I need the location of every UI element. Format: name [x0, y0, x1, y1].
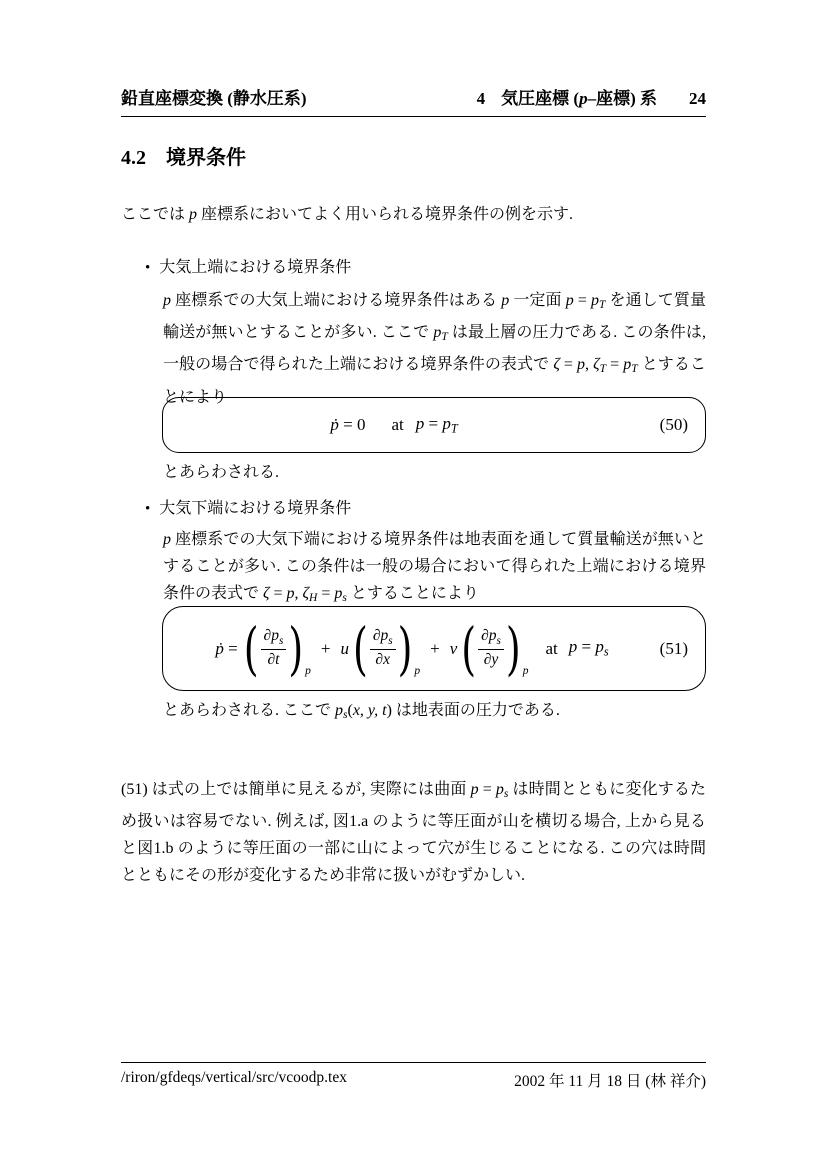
constant-p-subscript: p — [522, 665, 529, 678]
eq50-at-label: at — [391, 414, 404, 434]
page-number: 24 — [689, 89, 706, 108]
footer-source-path: /riron/gfdeqs/vertical/src/vcoodp.tex — [121, 1069, 347, 1086]
header-section-number: 4 — [476, 89, 486, 108]
bullet-icon: • — [145, 260, 151, 276]
plus-operator: + — [320, 638, 331, 658]
bullet1-title: 大気上端における境界条件 — [159, 259, 352, 276]
fraction-numerator: $\partial p_s$ — [261, 627, 287, 650]
bullet-item-top-boundary — [145, 258, 351, 278]
right-paren: ) — [397, 615, 413, 682]
header-left-title: 鉛直座標変換 (静水圧系) — [121, 89, 307, 108]
fraction-dps-dt — [261, 627, 287, 670]
footer-date-author: 2002 年 11 月 18 日 (林 祥介) — [514, 1073, 706, 1090]
eq51-term-dt — [240, 615, 313, 682]
eq51-term-dy — [449, 615, 531, 682]
eq51-term2-coef: u — [340, 638, 349, 658]
bullet-item-bottom-boundary — [145, 499, 351, 519]
header-section-title: 気圧座標 (p–座標) 系 — [501, 89, 657, 108]
bullet1-after-text: とあらわされる. — [163, 464, 280, 481]
eq50-lhs: ṗ = 0 — [330, 414, 366, 434]
section-heading — [121, 141, 246, 170]
eq51-at-label: at — [545, 638, 558, 658]
bullet2-body: p 座標系での大気下端における境界条件は地表面を通して質量輸送が無いとすることが多い. この条件は一般の場合において得られた上端における境界条件の表式で ζ = p, $\zeta_H = p_s$ とすることにより — [163, 531, 706, 605]
left-paren: ( — [461, 615, 477, 682]
fraction-dps-dy — [478, 627, 504, 670]
equation-box-50 — [162, 397, 706, 453]
fraction-numerator: $\partial p_s$ — [370, 627, 396, 650]
fraction-dps-dx — [370, 627, 396, 670]
equation-50 — [330, 414, 457, 436]
plus-operator: + — [430, 638, 440, 658]
eq51-condition: $p = p_s$ — [568, 637, 609, 659]
equation-51 — [215, 615, 609, 682]
bullet1-body: p 座標系での大気上端における境界条件はある p 一定面 $p = p_T$ を通して質量輸送が無いとすることが多い. ここで $p_T$ は最上層の圧力である. この条件は, 一般の場合で得られた上端における境界条件の表式で ζ = p, $\zeta_T = p_T$ とすることにより — [163, 292, 706, 406]
left-paren: ( — [243, 615, 259, 682]
closing-paragraph: (51) は式の上では簡単に見えるが, 実際には曲面 $p = p_s$ は時間とともに変化するため扱いは容易でない. 例えば, 図1.a のように等圧面が山を横切る場合, 上から見ると図1.b のように等圧面の一部に山によって穴が生じることになる. この穴は時間とともにその形が変化するため非常に扱いがむずかしい. — [121, 781, 706, 885]
bullet-icon: • — [145, 501, 151, 517]
eq51-lhs: ṗ = — [215, 638, 238, 658]
equation-box-51 — [162, 606, 706, 691]
section-heading-number: 4.2 — [121, 147, 146, 169]
equation-number-50: (50) — [659, 415, 688, 434]
eq50-condition: $p = p_T$ — [415, 413, 458, 436]
bullet2-title: 大気下端における境界条件 — [159, 500, 352, 517]
intro-paragraph: ここでは p 座標系においてよく用いられる境界条件の例を示す. — [121, 206, 574, 223]
fraction-denominator: ∂x — [375, 651, 390, 669]
bullet2-after-text: とあらわされる. ここで $p_s(x$, y, t) は地表面の圧力である. — [163, 702, 560, 722]
header-right — [477, 84, 706, 109]
left-paren: ( — [352, 615, 368, 682]
constant-p-subscript: p — [414, 665, 421, 678]
constant-p-subscript: p — [305, 665, 311, 678]
section-heading-title: 境界条件 — [166, 147, 246, 169]
equation-number-51: (51) — [659, 638, 688, 658]
eq51-term3-coef: v — [449, 638, 458, 658]
page-header — [121, 84, 706, 117]
right-paren: ) — [505, 615, 521, 682]
eq51-term-dx — [340, 615, 422, 682]
page-footer — [121, 1062, 706, 1091]
fraction-denominator: ∂t — [267, 651, 280, 669]
fraction-numerator: $\partial p_s$ — [478, 627, 504, 650]
fraction-denominator: ∂y — [483, 651, 499, 669]
right-paren: ) — [288, 615, 304, 682]
